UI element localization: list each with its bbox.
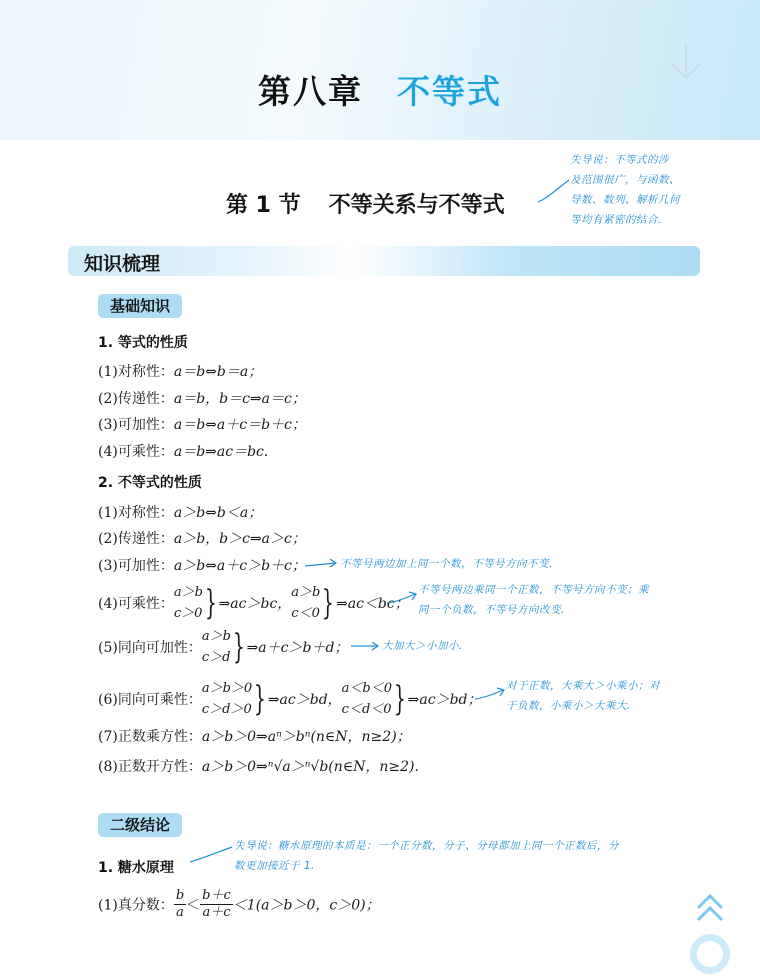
section-number: 第 1 节 — [226, 193, 301, 218]
margin-note-line: 对于正数，大乘大＞小乘小；对 — [506, 680, 660, 692]
margin-note: 大加大＞小加小. — [382, 640, 463, 652]
inequality-item — [98, 678, 482, 720]
fraction — [174, 888, 186, 921]
item-expr: a＞b⇔a＋c＞b＋c； — [173, 558, 306, 574]
section-note-line: 等均有紧密的结合. — [570, 214, 662, 226]
item-label: (1)对称性： — [98, 364, 174, 380]
margin-note: 不等号两边加上同一个数，不等号方向不变. — [340, 558, 553, 570]
brace-icon: } — [254, 679, 266, 719]
item-label: (8)正数开方性： — [98, 759, 202, 775]
inequality-item — [98, 582, 409, 624]
section-name: 不等关系与不等式 — [328, 193, 505, 218]
sugar-note-line: 失导说：糖水原理的本质是：一个正分数，分子、分母都加上同一个正数后，分 — [234, 840, 619, 852]
item-expr: ⇒ac＞bd； — [407, 692, 482, 708]
note-arrow-icon — [304, 557, 338, 571]
item-label: (4)可乘性： — [98, 596, 174, 612]
fraction-denominator: a＋c — [202, 905, 231, 920]
system-line: a＞b＞0 — [201, 681, 253, 696]
item-label: (5)同向可加性： — [98, 640, 202, 656]
system-line: c＜d＜0 — [341, 702, 392, 717]
brace-icon: } — [393, 679, 406, 719]
inequality-item — [98, 726, 411, 746]
knowledge-bar-label: 知识梳理 — [84, 253, 161, 275]
item-label: (1)对称性： — [98, 505, 174, 521]
fraction-numerator: b — [175, 888, 185, 903]
system-line: c＞0 — [173, 606, 203, 621]
margin-note-line: 同一个负数，不等号方向改变. — [418, 604, 565, 616]
inequality-item — [98, 555, 306, 575]
section-title — [226, 188, 505, 219]
fraction-numerator: b＋c — [202, 888, 231, 903]
system-line: c＞d — [201, 650, 231, 665]
equality-item — [98, 441, 268, 461]
chapter-name: 不等式 — [397, 72, 502, 111]
equality-item — [98, 361, 262, 381]
item-expr: a＝b⇔b＝a； — [173, 364, 263, 380]
equality-item — [98, 388, 306, 408]
item-expr: a＝b⇒ac＝bc. — [173, 444, 269, 460]
section-note — [570, 150, 710, 230]
item-expr: ⇒a＋c＞b＋d； — [246, 640, 349, 656]
item-expr: a＝b，b＝c⇒a＝c； — [173, 391, 306, 407]
item-expr: a＞b，b＞c⇒a＞c； — [173, 531, 306, 547]
system-line: a＞b — [201, 629, 231, 644]
equality-item — [98, 414, 306, 434]
chapter-title — [0, 66, 760, 113]
inequality-title: 2. 不等式的性质 — [98, 475, 202, 491]
section-note-line: 失导说：不等式的涉 — [570, 154, 669, 166]
system-line: a＜b＜0 — [341, 681, 393, 696]
basic-knowledge-label: 基础知识 — [98, 294, 182, 318]
equality-title: 1. 等式的性质 — [98, 335, 188, 351]
condition-system — [342, 678, 392, 720]
condition-system — [202, 678, 252, 720]
item-expr: ＜1(a＞b＞0，c＞0)； — [232, 897, 380, 914]
fraction — [200, 888, 233, 921]
system-line: c＞d＞0 — [201, 702, 252, 717]
item-label: (6)同向可乘性： — [98, 692, 202, 708]
item-label: (2)传递性： — [98, 531, 174, 547]
brace-icon: } — [322, 583, 335, 623]
sugar-item — [98, 888, 380, 921]
double-chevron-up-icon — [688, 888, 732, 978]
system-line: a＞b — [291, 585, 321, 600]
sugar-title: 1. 糖水原理 — [98, 860, 174, 876]
margin-note — [418, 580, 649, 620]
less-than: ＜ — [186, 897, 201, 914]
item-expr: a＞b＞0⇒aⁿ＞bⁿ(n∈N，n≥2)； — [201, 729, 411, 745]
item-label: (3)可加性： — [98, 558, 174, 574]
section-note-line: 及范围很广，与函数、 — [570, 174, 680, 186]
condition-system — [202, 626, 231, 668]
fraction-denominator: a — [176, 905, 184, 920]
inequality-item — [98, 626, 348, 668]
sugar-note — [234, 836, 714, 876]
item-expr: a＝b⇔a＋c＝b＋c； — [173, 417, 306, 433]
item-label: (3)可加性： — [98, 417, 174, 433]
item-expr: a＞b＞0⇒ⁿ√a＞ⁿ√b(n∈N，n≥2). — [201, 759, 419, 775]
second-level-label: 二级结论 — [98, 813, 182, 837]
item-label: (4)可乘性： — [98, 444, 174, 460]
item-label: (1)真分数： — [98, 897, 174, 914]
knowledge-bar — [68, 246, 700, 276]
chapter-number: 第八章 — [258, 72, 363, 111]
item-label: (2)传递性： — [98, 391, 174, 407]
note-arrow-icon — [350, 640, 380, 652]
note-arrow-icon — [386, 590, 418, 606]
condition-system — [174, 582, 203, 624]
note-arrow-icon — [474, 686, 506, 702]
item-label: (7)正数乘方性： — [98, 729, 202, 745]
system-line: c＜0 — [291, 606, 320, 621]
section-note-line: 导数、数列、解析几何 — [570, 194, 680, 206]
item-expr: a＞b⇔b＜a； — [173, 505, 263, 521]
note-pointer-icon — [188, 844, 234, 864]
condition-system — [291, 582, 320, 624]
margin-note-line: 不等号两边乘同一个正数，不等号方向不变；乘 — [418, 584, 649, 596]
margin-note-line: 于负数，小乘小＞大乘大. — [506, 700, 631, 712]
sugar-note-line: 数更加接近于 1. — [234, 860, 315, 872]
margin-note — [506, 676, 660, 716]
item-expr: ⇒ac＞bd， — [267, 692, 342, 708]
brace-icon: } — [204, 583, 217, 623]
system-line: a＞b — [173, 585, 203, 600]
inequality-item — [98, 528, 306, 548]
inequality-item — [98, 756, 419, 776]
inequality-item — [98, 502, 262, 522]
item-expr: ⇒ac＜bc； — [336, 596, 409, 612]
brace-icon: } — [232, 627, 245, 667]
note-pointer-icon — [536, 176, 572, 206]
item-expr: ⇒ac＞bc， — [218, 596, 292, 612]
